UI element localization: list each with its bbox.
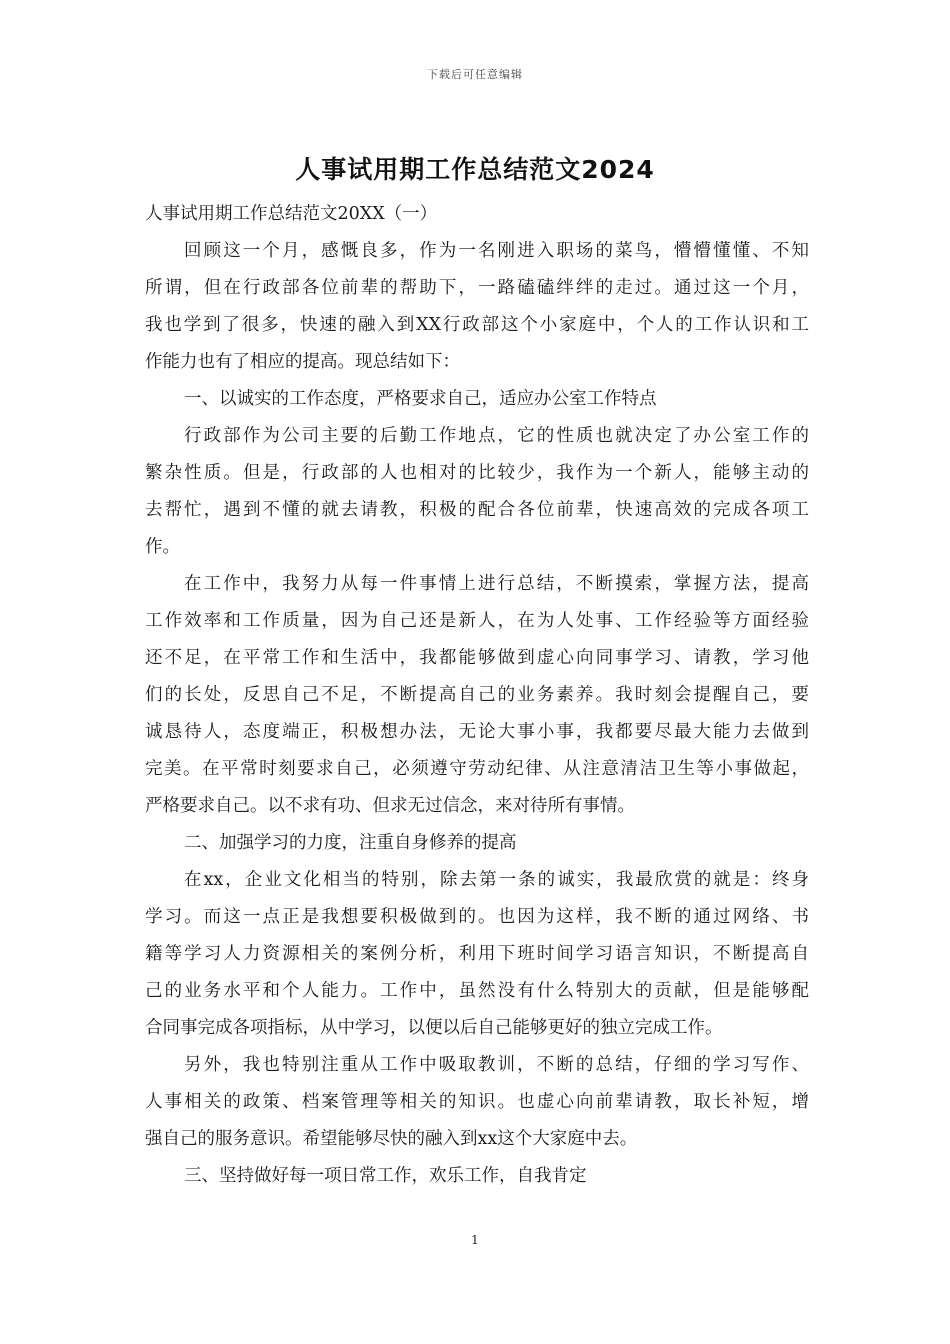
text-line: 人事相关的政策、档案管理等相关的知识。也虚心向前辈请教，取长补短，增 <box>145 1092 809 1112</box>
text-line: 完美。在平常时刻要求自己，必须遵守劳动纪律、从注意清洁卫生等小事做起， <box>145 759 809 779</box>
text-line: 人事试用期工作总结范文20XX（一） <box>145 204 438 224</box>
text-line: 行政部作为公司主要的后勤工作地点，它的性质也就决定了办公室工作的 <box>184 426 809 446</box>
text-line: 工作效率和工作质量，因为自己还是新人，在为人处事、工作经验等方面经验 <box>145 611 809 631</box>
text-line: 我也学到了很多，快速的融入到XX行政部这个小家庭中，个人的工作认识和工 <box>145 315 809 335</box>
text-line: 籍等学习人力资源相关的案例分析，利用下班时间学习语言知识，不断提高自 <box>145 944 809 964</box>
text-line: 们的长处，反思自己不足，不断提高自己的业务素养。我时刻会提醒自己，要 <box>145 685 809 705</box>
text-line: 合同事完成各项指标，从中学习，以便以后自己能够更好的独立完成工作。 <box>145 1018 723 1038</box>
text-line: 三、坚持做好每一项日常工作，欢乐工作，自我肯定 <box>184 1166 587 1186</box>
text-line: 还不足，在平常工作和生活中，我都能够做到虚心向同事学习、请教，学习他 <box>145 648 809 668</box>
text-line: 作。 <box>145 537 180 557</box>
text-line: 己的业务水平和个人能力。工作中，虽然没有什么特别大的贡献，但是能够配 <box>145 981 809 1001</box>
text-line: 在xx，企业文化相当的特别，除去第一条的诚实，我最欣赏的就是：终身 <box>184 870 809 890</box>
text-line: 严格要求自己。以不求有功、但求无过信念，来对待所有事情。 <box>145 796 635 816</box>
text-line: 强自己的服务意识。希望能够尽快的融入到xx这个大家庭中去。 <box>145 1129 638 1149</box>
text-line: 学习。而这一点正是我想要积极做到的。也因为这样，我不断的通过网络、书 <box>145 907 809 927</box>
document-body <box>145 196 809 1195</box>
text-line: 另外，我也特别注重从工作中吸取教训，不断的总结，仔细的学习写作、 <box>184 1055 809 1075</box>
text-line: 回顾这一个月，感慨良多，作为一名刚进入职场的菜鸟，懵懵懂懂、不知 <box>184 241 809 261</box>
text-line: 一、以诚实的工作态度，严格要求自己，适应办公室工作特点 <box>184 389 657 409</box>
text-line: 二、加强学习的力度，注重自身修养的提高 <box>184 833 517 853</box>
text-line: 作能力也有了相应的提高。现总结如下： <box>145 352 460 372</box>
header-note: 下载后可任意编辑 <box>427 68 523 81</box>
page-number: 1 <box>471 1233 479 1247</box>
text-line: 在工作中，我努力从每一件事情上进行总结，不断摸索，掌握方法，提高 <box>184 574 809 594</box>
text-line: 所谓，但在行政部各位前辈的帮助下，一路磕磕绊绊的走过。通过这一个月， <box>145 278 809 298</box>
text-line: 诚恳待人，态度端正，积极想办法，无论大事小事，我都要尽最大能力去做到 <box>145 722 809 742</box>
text-line: 去帮忙，遇到不懂的就去请教，积极的配合各位前辈，快速高效的完成各项工 <box>145 500 809 520</box>
text-line: 繁杂性质。但是，行政部的人也相对的比较少，我作为一个新人，能够主动的 <box>145 463 809 483</box>
document-title: 人事试用期工作总结范文2024 <box>295 155 655 184</box>
